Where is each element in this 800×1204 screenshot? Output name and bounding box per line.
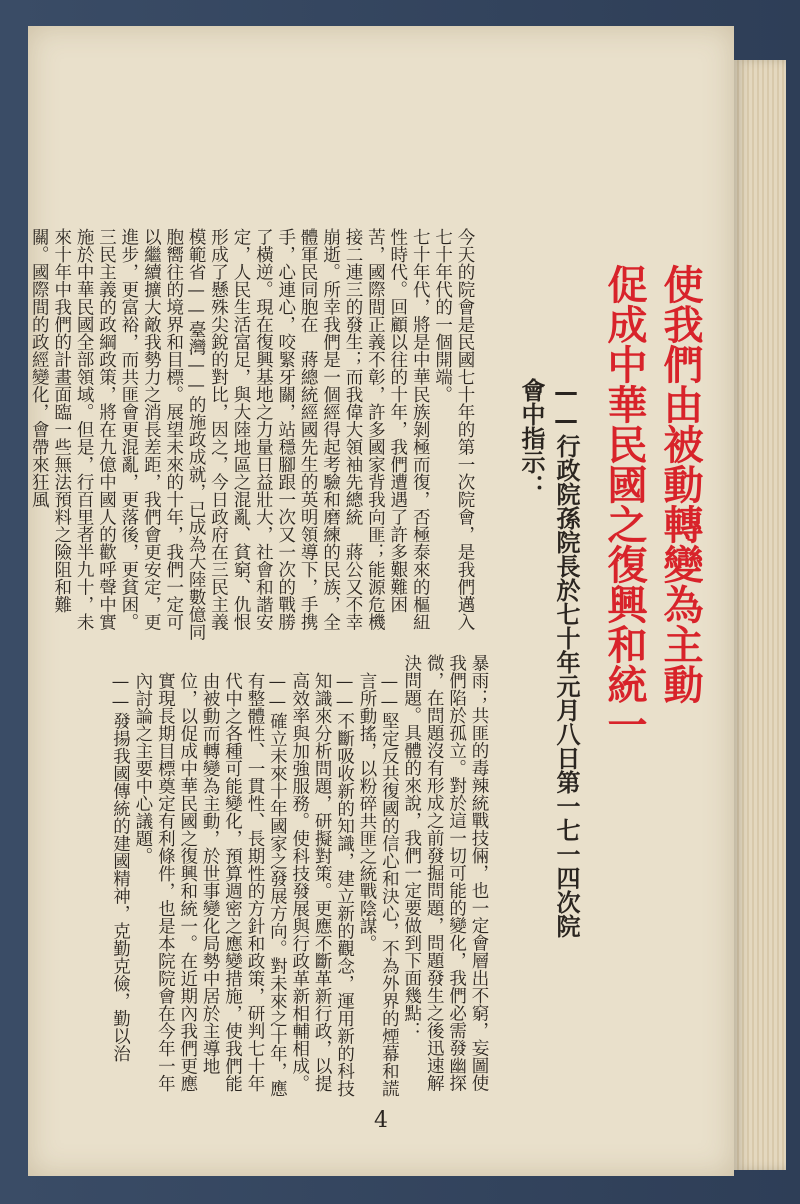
point-4: ——發揚我國傳統的建國精神，克勤克儉，勤以治 bbox=[110, 671, 131, 1062]
point-2: ——不斷吸收新的知識，建立新的觀念，運用新的科技知識來分析問題，研擬對策。更應不斷革新行政，以提高效率與加強服務。使科技發展與行政革新相輔相成。 bbox=[289, 671, 355, 1097]
headline bbox=[596, 264, 708, 884]
page-number: 4 bbox=[374, 1108, 388, 1133]
paragraph-intro: 今天的院會是民國七十年的第一次院會，是我們邁入七十年代的一個開端。 bbox=[432, 227, 475, 630]
headline-line-1: 使我們由被動轉變為主動 bbox=[657, 264, 703, 704]
book-page bbox=[28, 26, 734, 1176]
paragraph-continued: 暴雨；共匪的毒辣統戰技倆，也一定會層出不窮，妄圖使我們陷於孤立。對於這一切可能的變化，我們必需發幽探微，在問題沒有形成之前發掘問題，問題發生之後迅速解決問題。具體的來說，我們一定要做到下面幾點： bbox=[401, 654, 489, 1092]
paragraph-main: 七十年代，將是中華民族剝極而復，否極泰來的樞紐性時代。回顧以往的十年，我們遭遇了許多艱難困苦，國際間正義不彰，許多國家背我向匪；能源危機接二連三的發生；而我偉大領袖先總統 蔣公又不幸崩逝。所幸我們是一個經得起考驗和磨練的民族，全體軍民同胞在 蔣總統經國先生的英明領導下，手携手，心連心，咬緊牙關，站穩腳跟一次又一次的戰勝了橫逆。現在復興基地之力量日益壯大，社會和諧安定，人民生活富足，與大陸地區之混亂、貧窮、仇恨形成了懸殊尖銳的對比，因之，今日政府在三民主義模範省——臺灣——的施政成就，已成為大陸數億同胞嚮往的境界和目標。展望未來的十年，我們一定可以繼續擴大敵我勢力之消長差距，我們會更安定，更進步，更富裕，而共匪會更混亂，更落後，更貧困。三民主義的政綱政策，將在九億中國人的歡呼聲中實施於中華民國全部領域。但是，行百里者半九十，未來十年中我們的計畫面臨一些無法預料之險阻和難關。國際間的政經變化，會帶來狂風 bbox=[29, 227, 431, 640]
subtitle: ——行政院孫院長於七十年元月八日第一七一四次院會中指示： bbox=[517, 378, 580, 938]
upper-text-block bbox=[29, 210, 476, 642]
point-1: ——堅定反共復國的信心和決心，不為外界的煙幕和謊言所動搖，以粉碎共匪之統戰陰謀。 bbox=[356, 671, 400, 1097]
point-3: ——確立未來十年國家之發展方向。對未來之十年，應有整體性、一貫性、長期性的方針和政策，研判七十年代中之各種可能變化，預算週密之應變措施，使我們能由被動而轉變為主動，於世事變化局勢中居於主導地位，以促成中華民國之復興和統一。在近期內我們更應實現長期目標奠定有利條件，也是本院院會在今年一年內討論之主要中心議題。 bbox=[132, 671, 288, 1097]
page-stack-edge bbox=[734, 60, 786, 1170]
lower-text-block bbox=[58, 654, 490, 1100]
headline-line-2: 促成中華民國之復興和統一 bbox=[601, 264, 647, 744]
